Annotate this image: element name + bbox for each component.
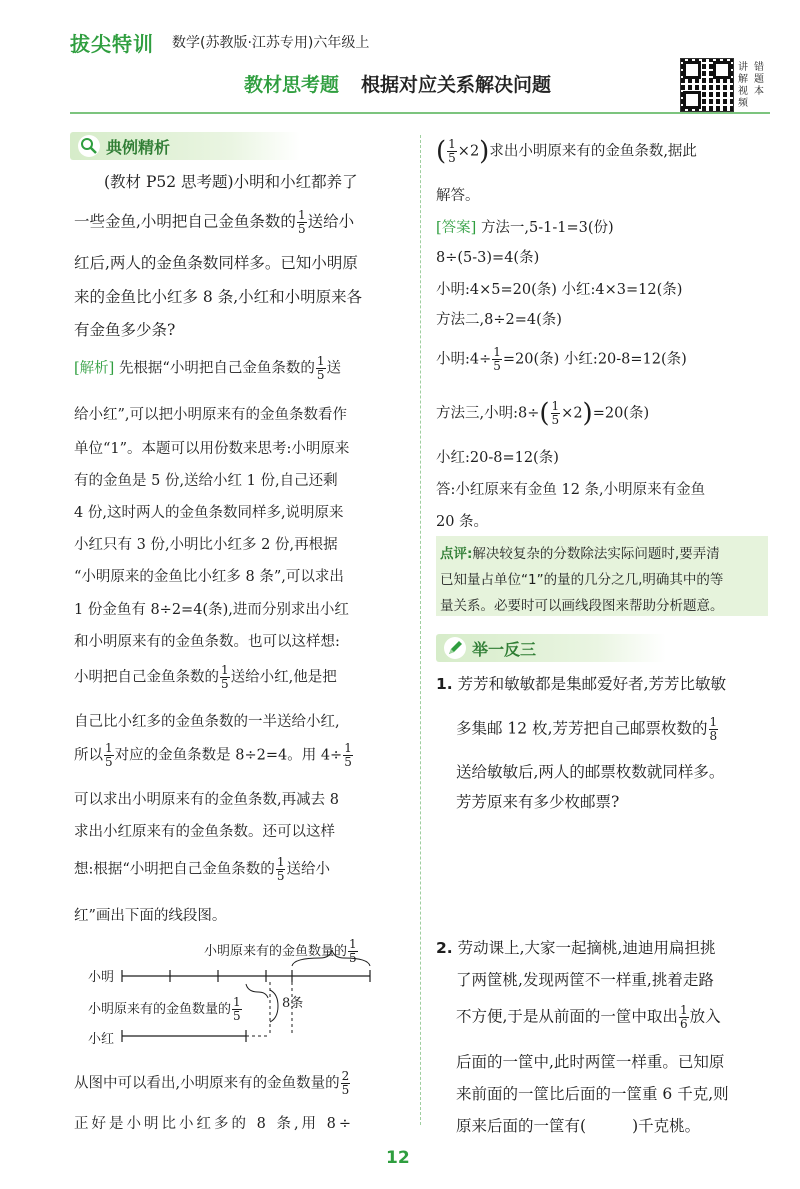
answer-tag: [答案] [436, 220, 477, 236]
title-category: 教材思考题 [244, 74, 340, 96]
section-example-header [70, 132, 300, 160]
analysis-line-12: 所以 $\frac{1}{5}$ 对应的金鱼条数是 8÷2=4。用 4÷ $\frac{1}{5}$ [74, 741, 352, 769]
analysis-line-4: 有的金鱼是 5 份,送给小红 1 份,自己还剩 [74, 473, 338, 489]
qr-label-errors: 错题本 [754, 62, 764, 97]
answer-line-2: 8÷(5-3)=4(条) [436, 250, 540, 266]
analysis-line-15: 想:根据“小明把自己金鱼条数的 $\frac{1}{5}$ 送给小 [74, 855, 330, 883]
diagram-mid-label: 小明原来有的金鱼数量的 $\frac{1}{5}$ [88, 995, 241, 1023]
book-info: 数学(苏教版·江苏专用)六年级上 [172, 35, 370, 51]
analysis-line-14: 求出小红原来有的金鱼条数。还可以这样 [74, 824, 335, 840]
q1-line-2: 多集邮 12 枚,芳芳把自己邮票枚数的 $\frac{1}{8}$ [456, 715, 718, 743]
q1-line-4: 芳芳原来有多少枚邮票? [456, 793, 620, 811]
analysis-line-2: 给小红”,可以把小明原来有的金鱼条数看作 [74, 407, 348, 423]
analysis-line-17: 从图中可以看出,小明原来有的金鱼数量的 $\frac{2}{5}$ [74, 1069, 350, 1097]
qr-label-video: 讲解视频 [738, 62, 748, 109]
analysis-line-1: [解析] 先根据“小明把自己金鱼条数的 $\frac{1}{5}$ 送 [74, 354, 341, 382]
problem-line-4: 来的金鱼比小红多 8 条,小红和小明原来各 [74, 288, 363, 306]
fraction-2-5: $\frac{2}{5}$ [341, 1069, 350, 1097]
q2-line-2: 了两筐桃,发现两筐不一样重,挑着走路 [456, 971, 714, 989]
answer-line-6: 方法三,小明:8÷( $\frac{1}{5}$ ×2)=20(条) [436, 398, 650, 429]
analysis-line-5: 4 份,这时两人的金鱼条数同样多,说明原来 [74, 505, 344, 521]
fraction-1-5: $\frac{1}{5}$ [344, 741, 352, 769]
q2-line-1: 2. 劳动课上,大家一起摘桃,迪迪用扁担挑 [436, 939, 716, 957]
column-divider [420, 135, 421, 1125]
analysis-tag: [解析] [74, 360, 115, 377]
diagram-eight-label: 8条 [282, 996, 304, 1011]
q1-line-3: 送给敏敏后,两人的邮票枚数就同样多。 [456, 763, 725, 781]
analysis-line-6: 小红只有 3 份,小明比小红多 2 份,再根据 [74, 537, 338, 553]
analysis-line-16: 红”画出下面的线段图。 [74, 908, 227, 924]
problem-line-1: (教材 P52 思考题)小明和小红都养了 [104, 173, 358, 191]
magnifier-icon [78, 135, 100, 157]
pencil-icon [444, 637, 466, 659]
line-segment-diagram [74, 932, 404, 1052]
answer-line-3: 小明:4×5=20(条) 小红:4×3=12(条) [436, 282, 683, 298]
diagram-xiaoming-label: 小明 [88, 970, 115, 985]
brand-logo: 拔尖特训 [70, 32, 154, 56]
q2-line-4: 后面的一筐中,此时两筐一样重。已知原 [456, 1053, 725, 1071]
analysis-line-8: 1 份金鱼有 8÷2=4(条),进而分别求出小红 [74, 602, 349, 618]
q2-line-3: 不方便,于是从前面的一筐中取出 $\frac{1}{6}$ 放入 [456, 1003, 721, 1031]
tip-line-3: 量关系。必要时可以画线段图来帮助分析题意。 [440, 598, 724, 614]
q2-line-5: 来前面的一筐比后面的一筐重 6 千克,则 [456, 1085, 729, 1103]
analysis-line-7: “小明原来的金鱼比小红多 8 条”,可以求出 [74, 569, 344, 585]
answer-continue-1: ( $\frac{1}{5}$ ×2)求出小明原来有的金鱼条数,据此 [436, 136, 697, 167]
q1-line-1: 1. 芳芳和敏敏都是集邮爱好者,芳芳比敏敏 [436, 675, 727, 693]
analysis-line-10: 小明把自己金鱼条数的 $\frac{1}{5}$ 送给小红,他是把 [74, 663, 337, 691]
tip-line-1: 点评:解决较复杂的分数除法实际问题时,要弄清 [440, 546, 720, 562]
fraction-1-5: $\frac{1}{5}$ [316, 354, 325, 382]
answer-line-8: 答:小红原来有金鱼 12 条,小明原来有金鱼 [436, 482, 706, 498]
analysis-line-9: 和小明原来有的金鱼条数。也可以这样想: [74, 634, 340, 650]
answer-line-9: 20 条。 [436, 514, 489, 530]
section-practice-header [436, 634, 666, 662]
fraction-1-5: $\frac{1}{5}$ [105, 741, 113, 769]
tip-label: 点评: [440, 546, 473, 562]
tip-line-2: 已知量占单位“1”的量的几分之几,明确其中的等 [440, 572, 724, 588]
title-topic: 根据对应关系解决问题 [361, 74, 552, 96]
answer-line-1: [答案] 方法一,5-1-1=3(份) [436, 220, 614, 236]
analysis-line-13: 可以求出小明原来有的金鱼条数,再减去 8 [74, 792, 339, 808]
tip-box [436, 536, 768, 616]
diagram-xiaohong-label: 小红 [88, 1032, 115, 1047]
fraction-1-5: $\frac{1}{5}$ [221, 663, 229, 691]
answer-line-5: 小明:4÷ $\frac{1}{5}$ =20(条) 小红:20-8=12(条) [436, 345, 687, 373]
problem-line-5: 有金鱼多少条? [74, 321, 176, 339]
page-title [244, 70, 551, 97]
header-divider [70, 112, 770, 114]
section-practice-label: 举一反三 [472, 640, 537, 659]
section-example-label: 典例精析 [106, 138, 171, 157]
answer-line-4: 方法二,8÷2=4(条) [436, 312, 562, 328]
fraction-1-5: $\frac{1}{5}$ [297, 208, 306, 236]
answer-line-7: 小红:20-8=12(条) [436, 450, 559, 466]
problem-line-2: 一些金鱼,小明把自己金鱼条数的 $\frac{1}{5}$ 送给小 [74, 208, 355, 236]
page-number: 12 [386, 1148, 410, 1168]
diagram-top-label: 小明原来有的金鱼数量的 $\frac{1}{5}$ [204, 937, 357, 965]
analysis-line-3: 单位“1”。本题可以用份数来思考:小明原来 [74, 441, 350, 457]
problem-line-3: 红后,两人的金鱼条数同样多。已知小明原 [74, 254, 358, 272]
analysis-line-11: 自己比小红多的金鱼条数的一半送给小红, [74, 714, 340, 730]
qr-code-icon[interactable] [680, 58, 734, 112]
analysis-line-18: 正好是小明比小红多的 8 条,用 8÷ [74, 1116, 355, 1132]
q2-line-6: 原来后面的一筐有( )千克桃。 [456, 1117, 701, 1135]
fraction-1-5: $\frac{1}{5}$ [276, 855, 285, 883]
answer-continue-2: 解答。 [436, 188, 480, 204]
